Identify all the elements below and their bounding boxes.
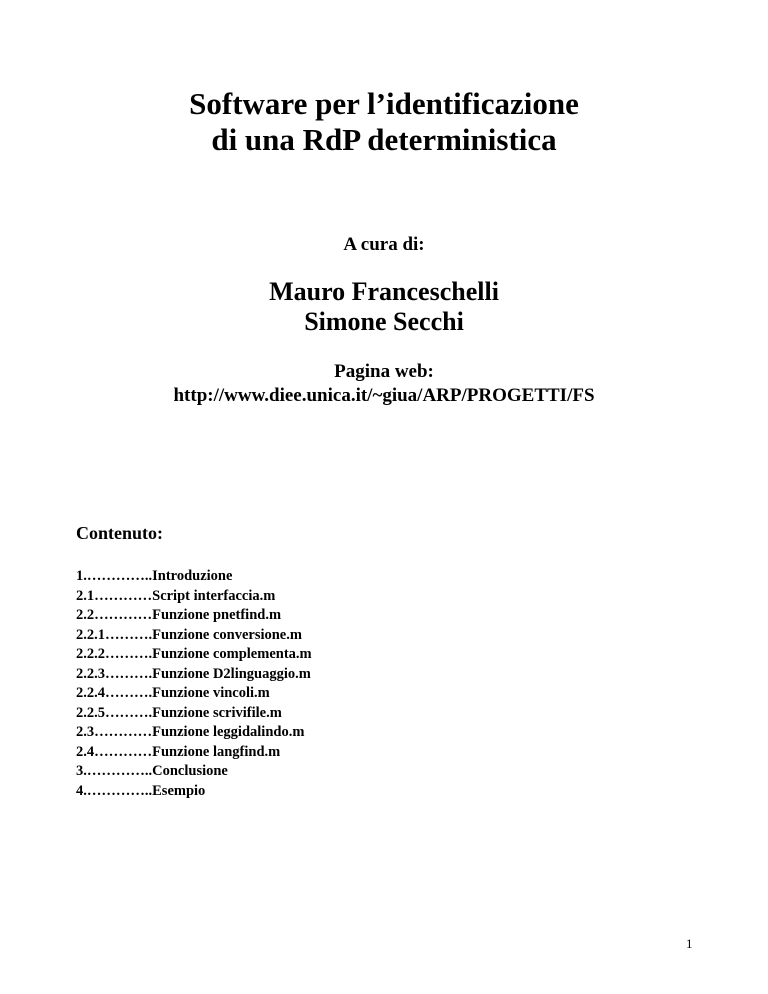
title-line-1: Software per l’identificazione <box>189 86 579 121</box>
toc-item: 2.2.2……….Funzione complementa.m <box>76 646 312 662</box>
web-page-url: http://www.diee.unica.it/~giua/ARP/PROGETTI/FS <box>173 385 595 406</box>
toc-item: 1.…………..Introduzione <box>76 568 233 584</box>
toc-item: 2.2.1……….Funzione conversione.m <box>76 626 302 643</box>
web-page-label: Pagina web: <box>334 361 434 382</box>
toc-item: 2.2.3……….Funzione D2linguaggio.m <box>76 665 311 682</box>
toc-item: 4.…………..Esempio <box>76 782 206 799</box>
document-title <box>0 86 768 158</box>
toc-item: 2.4…………Funzione langfind.m <box>76 743 281 760</box>
curated-by-label: A cura di: <box>343 234 425 255</box>
toc-item: 2.2…………Funzione pnetfind.m <box>76 607 282 623</box>
toc-item: 2.2.5……….Funzione scrivifile.m <box>76 704 282 721</box>
toc-item: 2.1…………Script interfaccia.m <box>76 587 276 604</box>
author-name: Mauro Franceschelli <box>269 277 499 306</box>
page-number: 1 <box>686 936 693 951</box>
toc-item: 2.2.4……….Funzione vincoli.m <box>76 685 270 701</box>
toc-item: 2.3…………Funzione leggidalindo.m <box>76 724 305 740</box>
contents-heading: Contenuto: <box>76 523 164 543</box>
author-name: Simone Secchi <box>304 307 464 336</box>
title-line-2: di una RdP deterministica <box>211 122 557 157</box>
toc-item: 3.…………..Conclusione <box>76 763 228 779</box>
table-of-contents <box>76 567 312 801</box>
authors-block <box>0 277 768 337</box>
